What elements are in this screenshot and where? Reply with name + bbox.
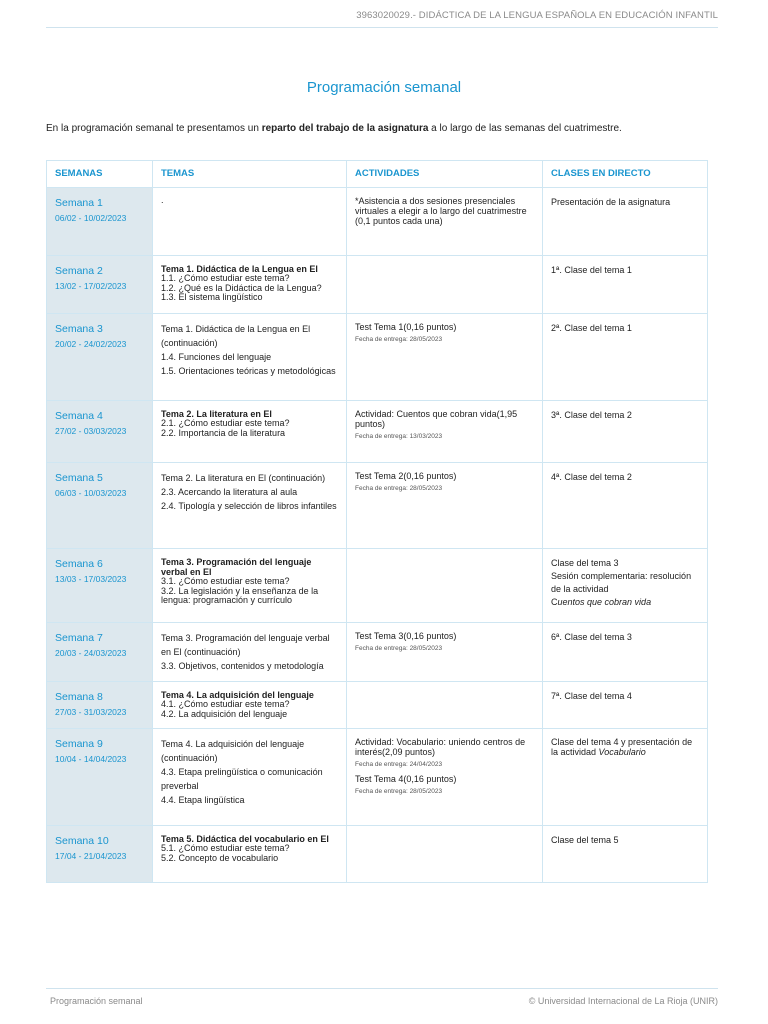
header-classes: CLASES EN DIRECTO	[543, 161, 708, 188]
course-title: 3963020029.- DIDÁCTICA DE LA LENGUA ESPAÑOLA EN EDUCACIÓN INFANTIL	[356, 10, 718, 21]
class-line: 2ª. Clase del tema 1	[551, 323, 632, 333]
topic-line: 1.3. El sistema lingüístico	[161, 292, 263, 302]
classes-cell	[543, 188, 708, 256]
intro-paragraph	[46, 123, 622, 134]
class-activity-italic: Vocabulario	[598, 747, 646, 757]
topic-line: Tema 4. La adquisición del lenguaje (continuación)	[161, 739, 305, 763]
intro-text-after: a lo largo de las semanas del cuatrimestre.	[428, 123, 622, 134]
class-text: Clase del tema 4 y presentación de la actividad	[551, 737, 693, 757]
table-row	[47, 623, 708, 682]
class-line: Presentación de la asignatura	[551, 197, 671, 207]
class-activity-prefix: C	[551, 597, 558, 607]
table-header-row	[47, 161, 708, 188]
classes-cell	[543, 256, 708, 314]
topic-line: 1.1. ¿Cómo estudiar este tema?	[161, 273, 290, 283]
topics-cell	[153, 314, 347, 401]
activities-cell	[347, 623, 543, 682]
due-date: Fecha de entrega: 28/05/2023	[355, 336, 443, 343]
topic-line: 3.2. La legislación y la enseñanza de la lengua: programación y currículo	[161, 585, 319, 605]
topic-title: Tema 5. Didáctica del vocabulario en El	[161, 834, 329, 844]
activity-line: Test Tema 3(0,16 puntos)	[355, 631, 457, 641]
week-dates: 13/02 - 17/02/2023	[55, 281, 127, 291]
week-cell	[47, 729, 153, 826]
classes-cell	[543, 401, 708, 463]
table-row	[47, 463, 708, 549]
page-title: Programación semanal	[306, 79, 462, 96]
table-row	[47, 682, 708, 729]
week-dates: 20/03 - 24/03/2023	[55, 648, 127, 658]
footer-copyright: © Universidad Internacional de La Rioja (UNIR)	[528, 996, 718, 1006]
page-header	[46, 0, 718, 28]
footer-section-title: Programación semanal	[50, 996, 143, 1006]
week-cell	[47, 826, 153, 883]
activities-cell	[347, 826, 543, 883]
class-activity-italic: uentos que cobran vida	[557, 597, 652, 607]
week-label: Semana 6	[55, 558, 103, 570]
due-date: Fecha de entrega: 13/03/2023	[355, 433, 443, 440]
activities-cell	[347, 256, 543, 314]
due-date: Fecha de entrega: 28/05/2023	[355, 645, 443, 652]
due-date: Fecha de entrega: 28/05/2023	[355, 485, 443, 492]
week-dates: 27/03 - 31/03/2023	[55, 707, 127, 717]
table-row	[47, 549, 708, 623]
weekly-schedule-table	[46, 160, 708, 883]
activities-cell	[347, 188, 543, 256]
week-dates: 06/02 - 10/02/2023	[55, 213, 127, 223]
class-line: 7ª. Clase del tema 4	[551, 691, 632, 701]
week-dates: 17/04 - 21/04/2023	[55, 851, 127, 861]
week-label: Semana 4	[55, 410, 103, 422]
topics-cell	[153, 826, 347, 883]
topic-line: 5.1. ¿Cómo estudiar este tema?	[161, 843, 290, 853]
activity-line: Test Tema 2(0,16 puntos)	[355, 471, 457, 481]
activities-cell	[347, 682, 543, 729]
week-cell	[47, 623, 153, 682]
topic-line: 2.4. Tipología y selección de libros infantiles	[161, 501, 337, 511]
class-line	[551, 737, 699, 757]
week-label: Semana 1	[55, 197, 103, 209]
header-weeks: SEMANAS	[47, 161, 153, 188]
class-line: Clase del tema 3	[551, 558, 619, 568]
topic-title: Tema 2. La literatura en El	[161, 409, 272, 419]
week-label: Semana 7	[55, 632, 103, 644]
topic-title: Tema 3. Programación del lenguaje verbal en El	[161, 557, 312, 577]
topic-line: 4.4. Etapa lingüística	[161, 795, 245, 805]
topic-line: 1.4. Funciones del lenguaje	[161, 352, 272, 362]
week-dates: 13/03 - 17/03/2023	[55, 574, 127, 584]
class-line: Sesión complementaria: resolución de la actividad	[551, 571, 692, 594]
week-dates: 06/03 - 10/03/2023	[55, 488, 127, 498]
topic-line: .	[161, 195, 164, 205]
topic-title: Tema 1. Didáctica de la Lengua en El	[161, 264, 318, 274]
topics-cell	[153, 729, 347, 826]
topic-line: 2.3. Acercando la literatura al aula	[161, 487, 298, 497]
class-activity-name	[551, 596, 699, 609]
header-activities: ACTIVIDADES	[347, 161, 543, 188]
classes-cell	[543, 463, 708, 549]
table-row	[47, 188, 708, 256]
week-label: Semana 2	[55, 265, 103, 277]
week-cell	[47, 314, 153, 401]
week-label: Semana 8	[55, 691, 103, 703]
activity-line: *Asistencia a dos sesiones presenciales virtuales a elegir a lo largo del cuatrimestre	[355, 196, 527, 216]
topic-line: Tema 1. Didáctica de la Lengua en El (continuación)	[161, 324, 311, 348]
topic-line: Tema 2. La literatura en El (continuación)	[161, 473, 326, 483]
topics-cell	[153, 463, 347, 549]
topics-cell	[153, 188, 347, 256]
topics-cell	[153, 549, 347, 623]
activities-cell	[347, 463, 543, 549]
activities-cell	[347, 549, 543, 623]
activity-line: Actividad: Cuentos que cobran vida(1,95 puntos)	[355, 409, 518, 429]
class-line: 6ª. Clase del tema 3	[551, 632, 632, 642]
week-cell	[47, 188, 153, 256]
week-cell	[47, 682, 153, 729]
week-cell	[47, 463, 153, 549]
classes-cell	[543, 314, 708, 401]
week-label: Semana 3	[55, 323, 103, 335]
header-topics: TEMAS	[153, 161, 347, 188]
classes-cell	[543, 623, 708, 682]
classes-cell	[543, 549, 708, 623]
due-date: Fecha de entrega: 24/04/2023	[355, 761, 443, 768]
classes-cell	[543, 729, 708, 826]
week-cell	[47, 549, 153, 623]
topic-line: 1.5. Orientaciones teóricas y metodológicas	[161, 366, 336, 376]
table-row	[47, 314, 708, 401]
week-label: Semana 9	[55, 738, 103, 750]
class-line: 1ª. Clase del tema 1	[551, 265, 632, 275]
week-cell	[47, 256, 153, 314]
week-label: Semana 10	[55, 835, 109, 847]
topic-line: 3.3. Objetivos, contenidos y metodología	[161, 661, 324, 671]
topic-title: Tema 4. La adquisición del lenguaje	[161, 690, 314, 700]
topics-cell	[153, 623, 347, 682]
class-line: Clase del tema 5	[551, 835, 619, 845]
topics-cell	[153, 401, 347, 463]
topic-line: 2.1. ¿Cómo estudiar este tema?	[161, 418, 290, 428]
topic-line: 4.1. ¿Cómo estudiar este tema?	[161, 699, 290, 709]
topic-line: 5.2. Concepto de vocabulario	[161, 852, 279, 863]
week-cell	[47, 401, 153, 463]
week-dates: 27/02 - 03/03/2023	[55, 426, 127, 436]
week-dates: 20/02 - 24/02/2023	[55, 339, 127, 349]
activity-line: Actividad: Vocabulario: uniendo centros de interés(2,09 puntos)	[355, 737, 526, 757]
classes-cell	[543, 826, 708, 883]
page-footer	[46, 988, 718, 1006]
due-date: Fecha de entrega: 28/05/2023	[355, 788, 443, 795]
activity-line: Test Tema 4(0,16 puntos)	[355, 774, 457, 784]
topics-cell	[153, 256, 347, 314]
week-dates: 10/04 - 14/04/2023	[55, 754, 127, 764]
activities-cell	[347, 729, 543, 826]
classes-cell	[543, 682, 708, 729]
topic-line: 3.1. ¿Cómo estudiar este tema?	[161, 576, 290, 586]
intro-text-before: En la programación semanal te presentamos un	[46, 123, 262, 134]
week-label: Semana 5	[55, 472, 103, 484]
activities-cell	[347, 314, 543, 401]
activities-cell	[347, 401, 543, 463]
table-row	[47, 826, 708, 883]
table-row	[47, 401, 708, 463]
topics-cell	[153, 682, 347, 729]
table-row	[47, 256, 708, 314]
activity-line: Test Tema 1(0,16 puntos)	[355, 322, 457, 332]
topic-line: Tema 3. Programación del lenguaje verbal en El (continuación)	[161, 633, 330, 657]
class-line: 4ª. Clase del tema 2	[551, 472, 632, 482]
class-line: 3ª. Clase del tema 2	[551, 410, 632, 420]
topic-line: 1.2. ¿Qué es la Didáctica de la Lengua?	[161, 282, 322, 293]
activity-line: (0,1 puntos cada una)	[355, 216, 443, 226]
intro-text-bold: reparto del trabajo de la asignatura	[261, 123, 429, 134]
topic-line: 4.3. Etapa prelingüística o comunicación preverbal	[161, 767, 323, 791]
topic-line: 2.2. Importancia de la literatura	[161, 427, 286, 438]
table-row	[47, 729, 708, 826]
topic-line: 4.2. La adquisición del lenguaje	[161, 708, 288, 719]
